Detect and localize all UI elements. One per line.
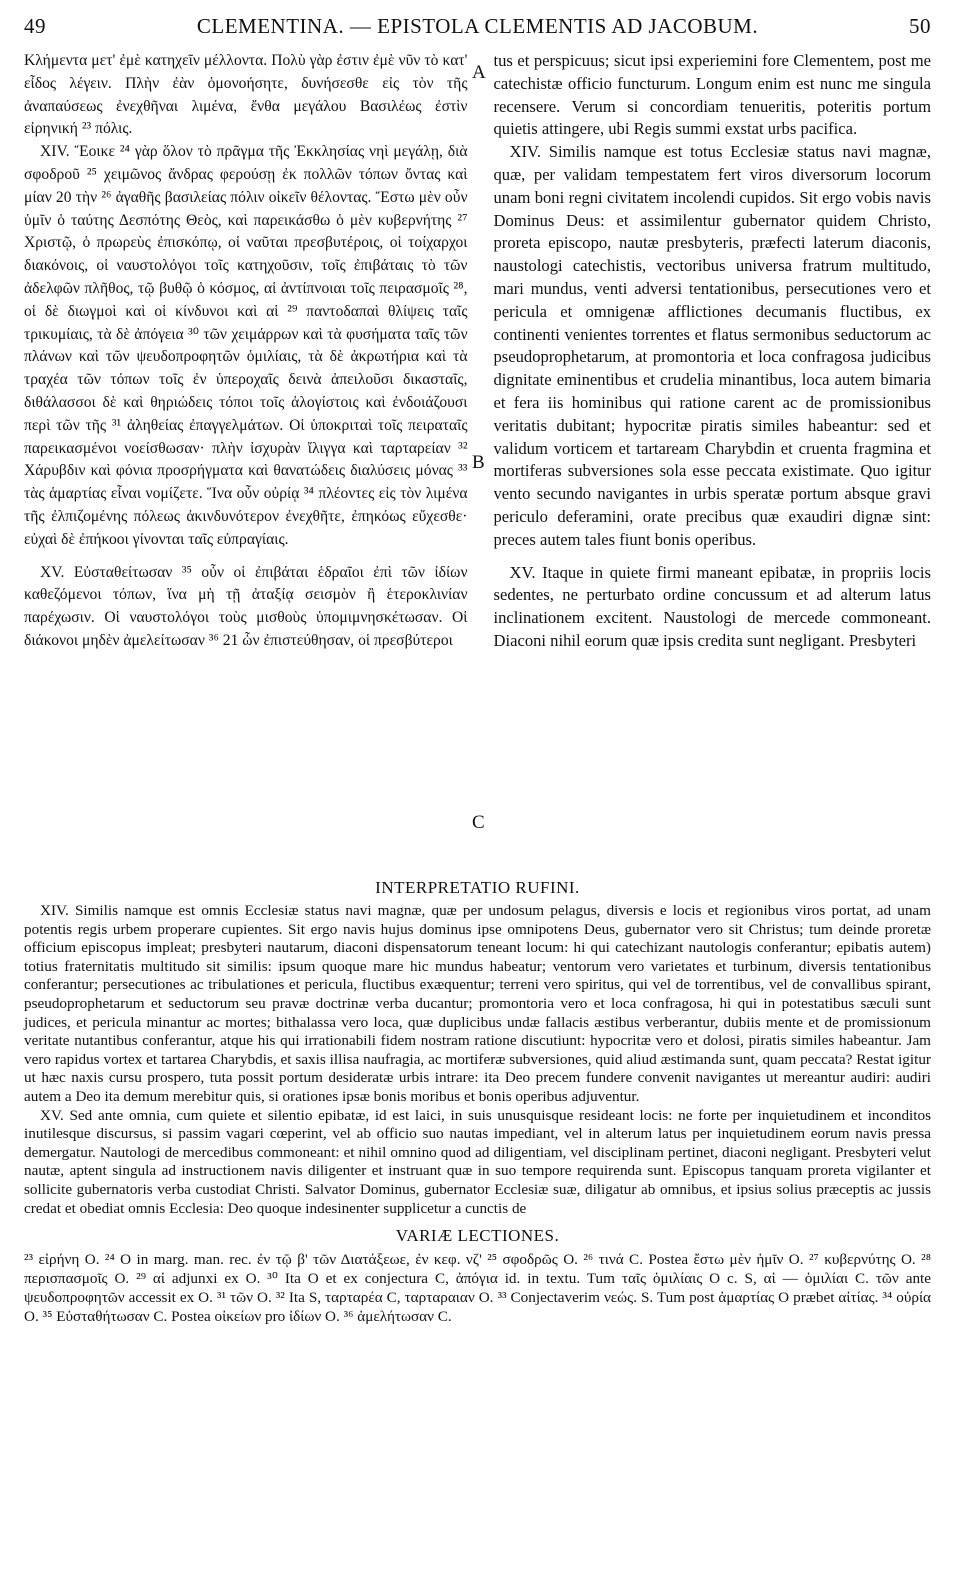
interpretatio-paragraph-2: XV. Sed ante omnia, cum quiete et silentio epibatæ, id est laici, in suis unusquisque resideant locis: ne forte per inquietudinem et inconditos inutilesque discursus, si passim vagari cœperint, vel ab officio suo nautas impediant, vel in alterum latus per inquietudinem eorum navis pressa demergatur. Nautologi de mercedibus commoneant: et nihil omnino quod ad diligentiam, vel disciplinam pertinet, diaconi negligant. Presbyteri velut nautæ, aptent singula ad instructionem navis diligenter et instruant quæ in suo tempore requirenda sunt. Episcopus tanquam proreta vigilanter et sollicite gubernatoris verba custodiat Christi. Salvator Dominus, gubernator Ecclesiæ suæ, diligatur ab omnibus, et ipsius solius præceptis ac jussis credat et obediat omnis Ecclesia: Deo quoque indesinenter supplicetur a cunctis de	[24, 1106, 931, 1217]
margin-marker-a: A	[472, 62, 486, 83]
running-header	[24, 14, 931, 42]
variae-heading: VARIÆ LECTIONES.	[395, 1226, 560, 1246]
margin-marker-c: C	[472, 812, 485, 833]
greek-paragraph-1: Κλήμεντα μετ' ἐμὲ κατηχεῖν μέλλοντα. Πολὺ γὰρ ἐστιν ἐμὲ νῦν τὸ κατ' εἶδος λέγειν. Πλὴν ἐὰν ὁμονοήσητε, δυνήσεσθε εἰς τὸν τῆς ἀναπαύσεως ἐνεχθῆναι λιμένα, ἔνθα μεγάλου Βασιλέως ἐστὶν εἰρηνική ²³ πόλις.	[24, 52, 468, 138]
interpretatio-heading: INTERPRETATIO RUFINI.	[375, 878, 580, 897]
margin-marker-b: B	[472, 452, 485, 473]
latin-paragraph-2: XIV. Similis namque est totus Ecclesiæ status navi magnæ, quæ, per validam tempestatem fert viros diversorum locorum unam boni regni civitatem incolendi cupidos. Sit ergo vobis navis Dominus Deus: et assimilentur gubernator quidem Christo, proreta episcopo, nautæ presbyteris, præfecti laterum diaconis, naustologi catechistis, vectoribus universa fratrum multitudo, mari mundus, venti adversi tentationibus, persecutiones vero et pericula et omnigenæ afflictiones decumanis fluctibus, ex continenti venientes torrentes et flatus sermonibus seductorum ac pseudoprophetarum, at promontoria et loca confragosa judicibus dignitate eminentibus et crudelia minantibus, loca autem bimaria et fera iis hominibus qui ratione carent ac de promissionibus veritatis dubitant; hypocritæ piratis similes habeantur: sed et validum vorticem et tartaream Charybdin et cruenta fragmina et mortiferas subversiones sola esse peccata existimate. Quo igitur vento secundo navigantes in urbis speratæ portum absque gravi periculo deferamini, orate precibus quæ exaudiri dignæ sint: preces autem tales fiunt bonis operibus.	[493, 142, 931, 549]
latin-paragraph-3: XV. Itaque in quiete firmi maneant epibatæ, in propriis locis sedentes, ne perturbato ordine concussum et ad alterum latus inclinationem excitent. Naustologi de mercede commoneant. Diaconi nihil eorum quæ ipsis credita sunt negligant. Presbyteri	[493, 562, 931, 650]
parallel-columns	[24, 50, 931, 870]
greek-paragraph-3: XV. Εὐσταθείτωσαν ³⁵ οὖν οἱ ἐπιβάται ἑδραῖοι ἐπὶ τῶν ἰδίων καθεζόμενοι τόπων, ἵνα μὴ τῇ ἀταξίᾳ σεισμὸν ἢ ἑτεροκλινίαν παρέχωσιν. Οἱ ναυστολόγοι τοὺς μισθοὺς ὑπομιμνησκέτωσαν. Οἱ διάκονοι μηδὲν ἀμελείτωσαν ³⁶ 21 ὧν ἐπιστεύθησαν, οἱ πρεσβύτεροι	[24, 563, 468, 649]
interpretatio-section	[24, 902, 931, 1218]
latin-paragraph-1: tus et perspicuus; sicut ipsi experiemini fore Clementem, post me catechistæ officio functurum. Longum enim est nunc me singula recensere. Verum si concordiam tenueritis, poteritis portum quietis attingere, ubi Regis summi exstat urbs pacifica.	[493, 51, 931, 139]
running-title: CLEMENTINA. — EPISTOLA CLEMENTIS AD JACOBUM.	[196, 14, 759, 38]
interpretatio-paragraph-1: XIV. Similis namque est omnis Ecclesiæ status navi magnæ, quæ per undosum pelagus, diversis e locis et regionibus viros portat, ad unam potentis regis urbem properare cupientes. Sit ergo navis hujus dominus ipse omnipotens Deus, gubernator vero sit Christus; tum deinde proretæ officium episcopus impleat; presbyteri nautarum, diaconi dispensatorum teneant locum: hi qui catechizant nautologis conferantur; epibatis autem) totius fraternitatis multitudo sit similis: ipsum quoque mare hic mundus habeatur; ventorum vero varietates et turbinum, diversis tentationibus conferantur; persecutiones ac tribulationes et pericula, fluctibus exæquentur; terreni vero spiritus, qui vel de torrentibus, vel de convallibus spirant, pseudoprophetarum et seductorum seu pravæ doctrinæ verba ducantur; promontoria vero et loca confragosa, hi qui in potestatibus sæculi sunt judices, et pericula minantur ac mortes; bithalassa vero loca, quæ duplicibus undæ fallacis æstibus verberantur, dubiis mente et de promissionum veritate nutantibus conferantur, atque his qui irrationabili fidem nostram ratione discutiunt: hypocritæ vero et dolosi, piratis similes habeantur. Jam vero rapidus vortex et tartarea Charybdis, et saxis illisa naufragia, ac mortiferæ subversiones, quid aliud æstimanda sunt, quam peccata? Restat igitur ut hæc naxis cursu prospero, tuta possit portum desideratæ urbis intrare: ita Deo precem fundere convenit navigantes ut mereantur audiri: audiri autem a Deo ita demum merebitur quis, si orationes ipsæ bonis moribus et bonis operibus adjuventur.	[24, 902, 931, 1105]
greek-column	[24, 50, 468, 870]
page-number-left: 49	[24, 14, 46, 38]
page-number-right: 50	[909, 14, 931, 38]
latin-column	[494, 50, 932, 870]
variae-lectiones: ²³ εἰρήνη O. ²⁴ O in marg. man. rec. ἐν τῷ β' τῶν Διατάξεωε, ἐν κεφ. νζ' ²⁵ σφοδρῶς O. ²⁶ τινά C. Postea ἔστω μὲν ἡμῖν O. ²⁷ κυβερνύτης O. ²⁸ περισπασμοῖς O. ²⁹ αἱ adjunxi ex O. ³⁰ Ita O et ex conjectura C, ἀπόγια id. in textu. Tum ταῖς ὁμιλίαις O c. S, αἱ — ὁμιλίαι C. τῶν ante ψευδοπροφητῶν accessit ex O. ³¹ τῶν O. ³² Ita S, ταρταρέα C, ταρταραιαν O. ³³ Conjectaverim νεώς. S. Tum post ἁμαρτίας O præbet αἰτίας. ³⁴ οὐρία O. ³⁵ Εὐσταθήτωσαν C. Postea οἰκείων pro ἰδίων O. ³⁶ ἀμελήτωσαν C.	[24, 1251, 931, 1326]
greek-paragraph-2: XIV. Ἔοικε ²⁴ γὰρ ὅλον τὸ πρᾶγμα τῆς Ἐκκλησίας νηὶ μεγάλῃ, διὰ σφοδροῦ ²⁵ χειμῶνος ἄνδρας φερούσῃ ἐκ πολλῶν τόπων ὄντας καὶ μίαν 20 τὴν ²⁶ ἀγαθῆς βασιλείας πόλιν οἰκεῖν θέλοντας. Ἔστω μὲν οὖν ὑμῖν ὁ ταύτης Δεσπότης Θεὸς, καὶ παρεικάσθω ὁ μὲν κυβερνήτης ²⁷ Χριστῷ, ὁ πρωρεὺς ἐπισκόπῳ, οἱ ναῦται πρεσβυτέροις, οἱ τοίχαρχοι διακόνοις, οἱ ναυστολόγοι τοῖς κατηχοῦσιν, τοῖς ἐπιβάταις τὸ τῶν ἀδελφῶν πλῆθος, τῷ βυθῷ ὁ κόσμος, αἱ ἀντίπνοιαι τοῖς πειρασμοῖς ²⁸, οἱ δὲ διωγμοὶ καὶ οἱ κίνδυνοι καὶ αἱ ²⁹ παντοδαπαὶ θλίψεις ταῖς τρικυμίαις, τὰ δὲ ἀπόγεια ³⁰ τῶν χειμάρρων καὶ τὰ φυσήματα ταῖς τῶν πλάνων καὶ τῶν ψευδοπροφητῶν ὁμιλίαις, τὰ δὲ ἀκρωτήρια καὶ τὰ τραχέα τῶν τόπων τοῖς ἐν ὑπεροχαῖς δεινὰ ἀπειλοῦσι δικασταῖς, διθάλασσοι δὲ καὶ θηριώδεις τόποι τοῖς ἀλογίστοις καὶ ἐνδοιάζουσι περὶ τῶν τῆς ³¹ ἀληθείας ἐπαγγελμάτων. Οἱ ὑποκριταὶ τοῖς πειραταῖς παρεικασμένοι νοείσθωσαν· πλὴν ἰσχυρὰν ἴλιγγα καὶ ταρταρείαν ³² Χάρυβδιν καὶ φόνια προσρήγματα καὶ θανατώδεις διαλύσεις μόνας ³³ τὰς ἁμαρτίας εἶναι νομίζετε. Ἵνα οὖν οὐρίᾳ ³⁴ πλέοντες εἰς τὸν λιμένα τῆς ἐλπιζομένης πόλεως ἀκινδυνότερον ἐνεχθῆτε, ἐπηκόως εὔχεσθε· εὐχαὶ δὲ ἐπήκοοι γίνονται ταῖς εὐπραγίαις.	[24, 143, 468, 548]
